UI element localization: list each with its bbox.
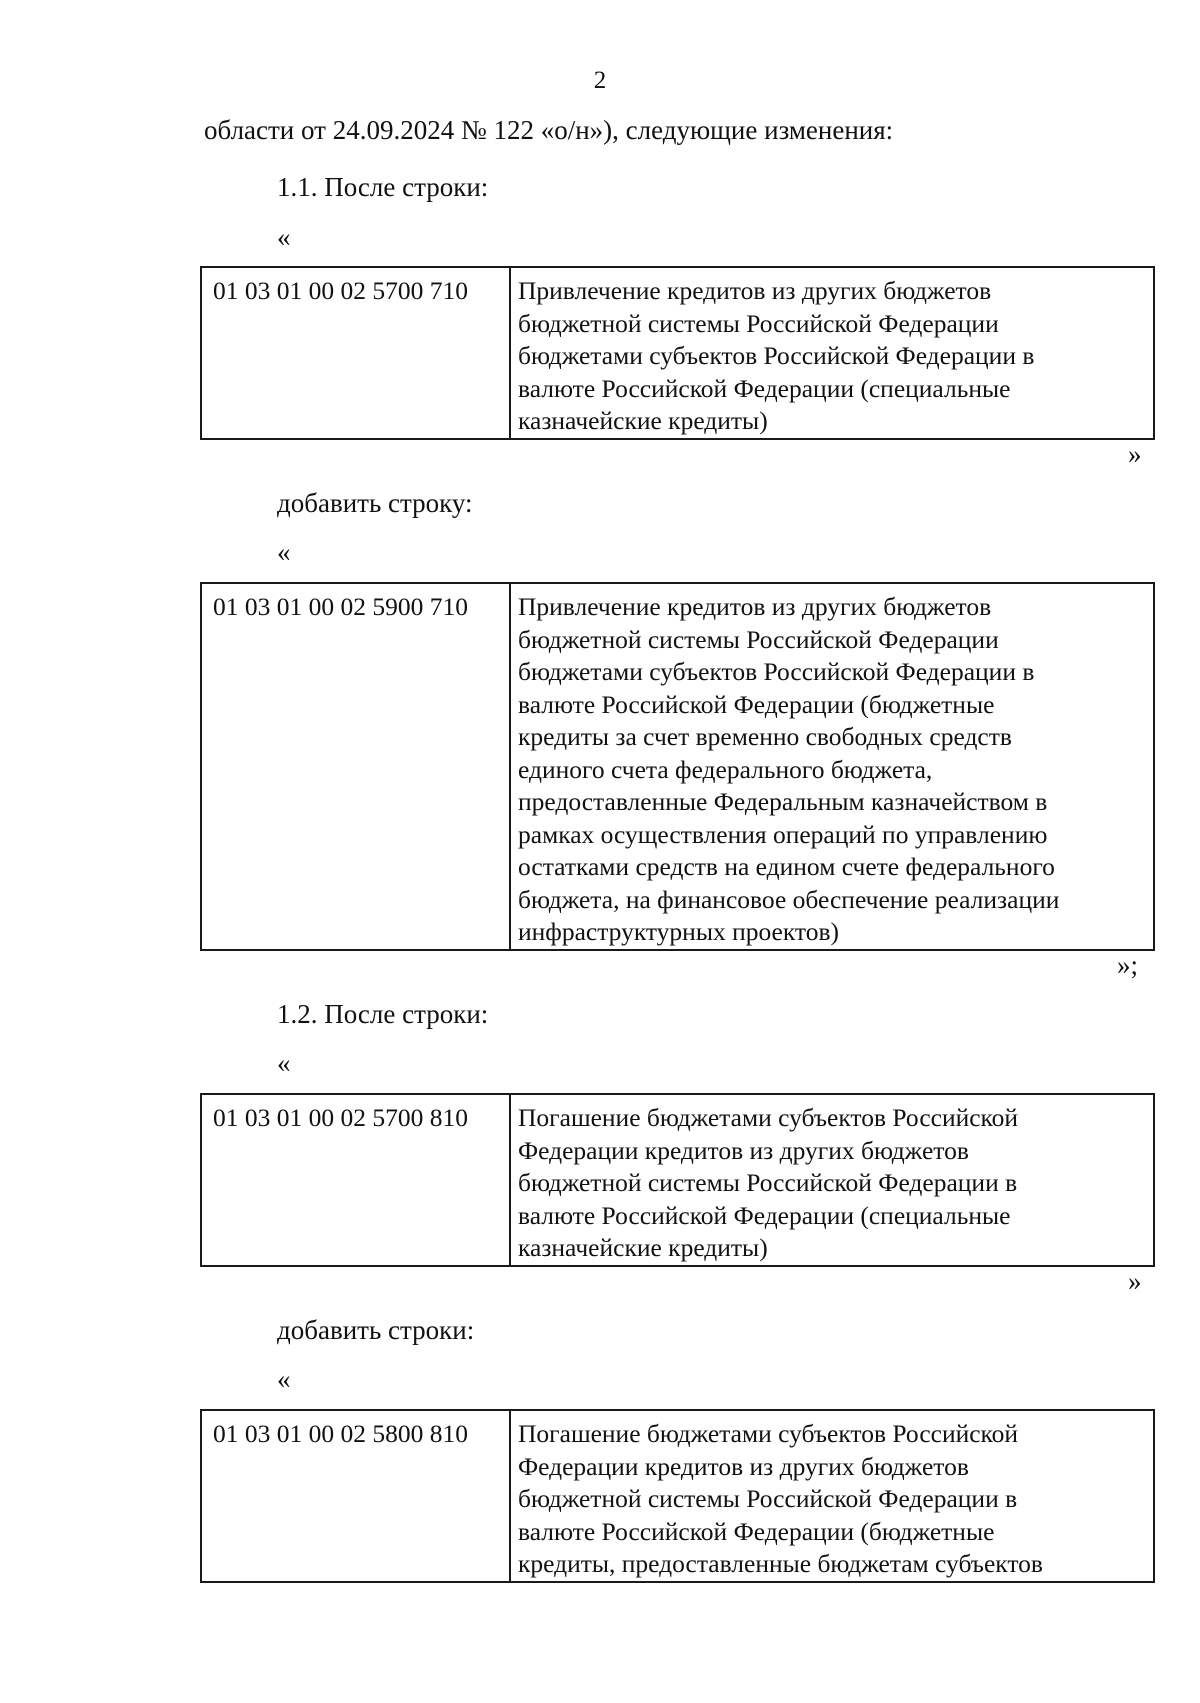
description-line: валюте Российской Федерации (специальные (518, 373, 1011, 403)
description-line: бюджетной системы Российской Федерации в (518, 1168, 1018, 1197)
code-table-row-4 (200, 1409, 1155, 1583)
section-heading-1-2: 1.2. После строки: (277, 999, 489, 1029)
code-table-row-1 (200, 266, 1155, 440)
description-cell (510, 583, 1154, 950)
description-line: казначейские кредиты) (518, 1233, 768, 1262)
intro-line: области от 24.09.2024 № 122 «о/н»), следующие изменения: (204, 115, 894, 145)
table-row (201, 1410, 1154, 1582)
description-cell (510, 1094, 1154, 1266)
description-line: валюте Российской Федерации (бюджетные (518, 689, 995, 719)
description-line: бюджетами субъектов Российской Федерации в (518, 657, 1035, 686)
description-line: кредиты, предоставленные бюджетам субъектов (518, 1549, 1043, 1578)
code-table-row-2 (200, 582, 1155, 951)
table-row (201, 1094, 1154, 1266)
description-line: бюджетами субъектов Российской Федерации в (518, 341, 1035, 370)
section-heading-add-rows: добавить строки: (277, 1315, 475, 1345)
description-cell (510, 1410, 1154, 1582)
quote-open-mark: « (277, 537, 291, 567)
description-line: рамках осуществления операций по управлению (518, 819, 1048, 849)
code-table-row-3 (200, 1093, 1155, 1267)
description-line: Привлечение кредитов из других бюджетов (518, 592, 992, 621)
page-number: 2 (593, 67, 607, 94)
quote-open-mark: « (277, 1364, 291, 1394)
budget-code-cell: 01 03 01 00 02 5700 710 (201, 267, 510, 439)
quote-close-mark: » (1128, 439, 1142, 469)
budget-code-cell: 01 03 01 00 02 5800 810 (201, 1410, 510, 1582)
quote-open-mark: « (277, 222, 291, 252)
quote-open-mark: « (277, 1048, 291, 1078)
description-line: бюджетной системы Российской Федерации в (518, 1484, 1018, 1513)
quote-close-mark: » (1128, 1266, 1142, 1296)
table-row (201, 583, 1154, 950)
description-line: казначейские кредиты) (518, 406, 768, 435)
description-line: кредиты за счет временно свободных средств (518, 722, 1012, 751)
description-line: бюджетной системы Российской Федерации (518, 308, 999, 338)
description-line: бюджетной системы Российской Федерации (518, 624, 999, 654)
description-line: Погашение бюджетами субъектов Российской (518, 1103, 1019, 1132)
description-line: Погашение бюджетами субъектов Российской (518, 1419, 1019, 1448)
description-line: инфраструктурных проектов) (518, 917, 840, 946)
description-line: Привлечение кредитов из других бюджетов (518, 276, 992, 305)
description-line: Федерации кредитов из других бюджетов (518, 1451, 969, 1481)
budget-code-cell: 01 03 01 00 02 5900 710 (201, 583, 510, 950)
description-cell (510, 267, 1154, 439)
description-line: единого счета федерального бюджета, (518, 754, 933, 784)
description-line: бюджета, на финансовое обеспечение реализации (518, 884, 1060, 914)
section-heading-1-1: 1.1. После строки: (277, 172, 489, 202)
quote-close-mark: »; (1117, 950, 1139, 980)
budget-code-cell: 01 03 01 00 02 5700 810 (201, 1094, 510, 1266)
table-row (201, 267, 1154, 439)
description-line: остатками средств на едином счете федерального (518, 852, 1055, 881)
description-line: предоставленные Федеральным казначейством в (518, 787, 1048, 816)
description-line: Федерации кредитов из других бюджетов (518, 1135, 969, 1165)
section-heading-add-row: добавить строку: (277, 488, 473, 518)
description-line: валюте Российской Федерации (бюджетные (518, 1516, 995, 1546)
description-line: валюте Российской Федерации (специальные (518, 1200, 1011, 1230)
